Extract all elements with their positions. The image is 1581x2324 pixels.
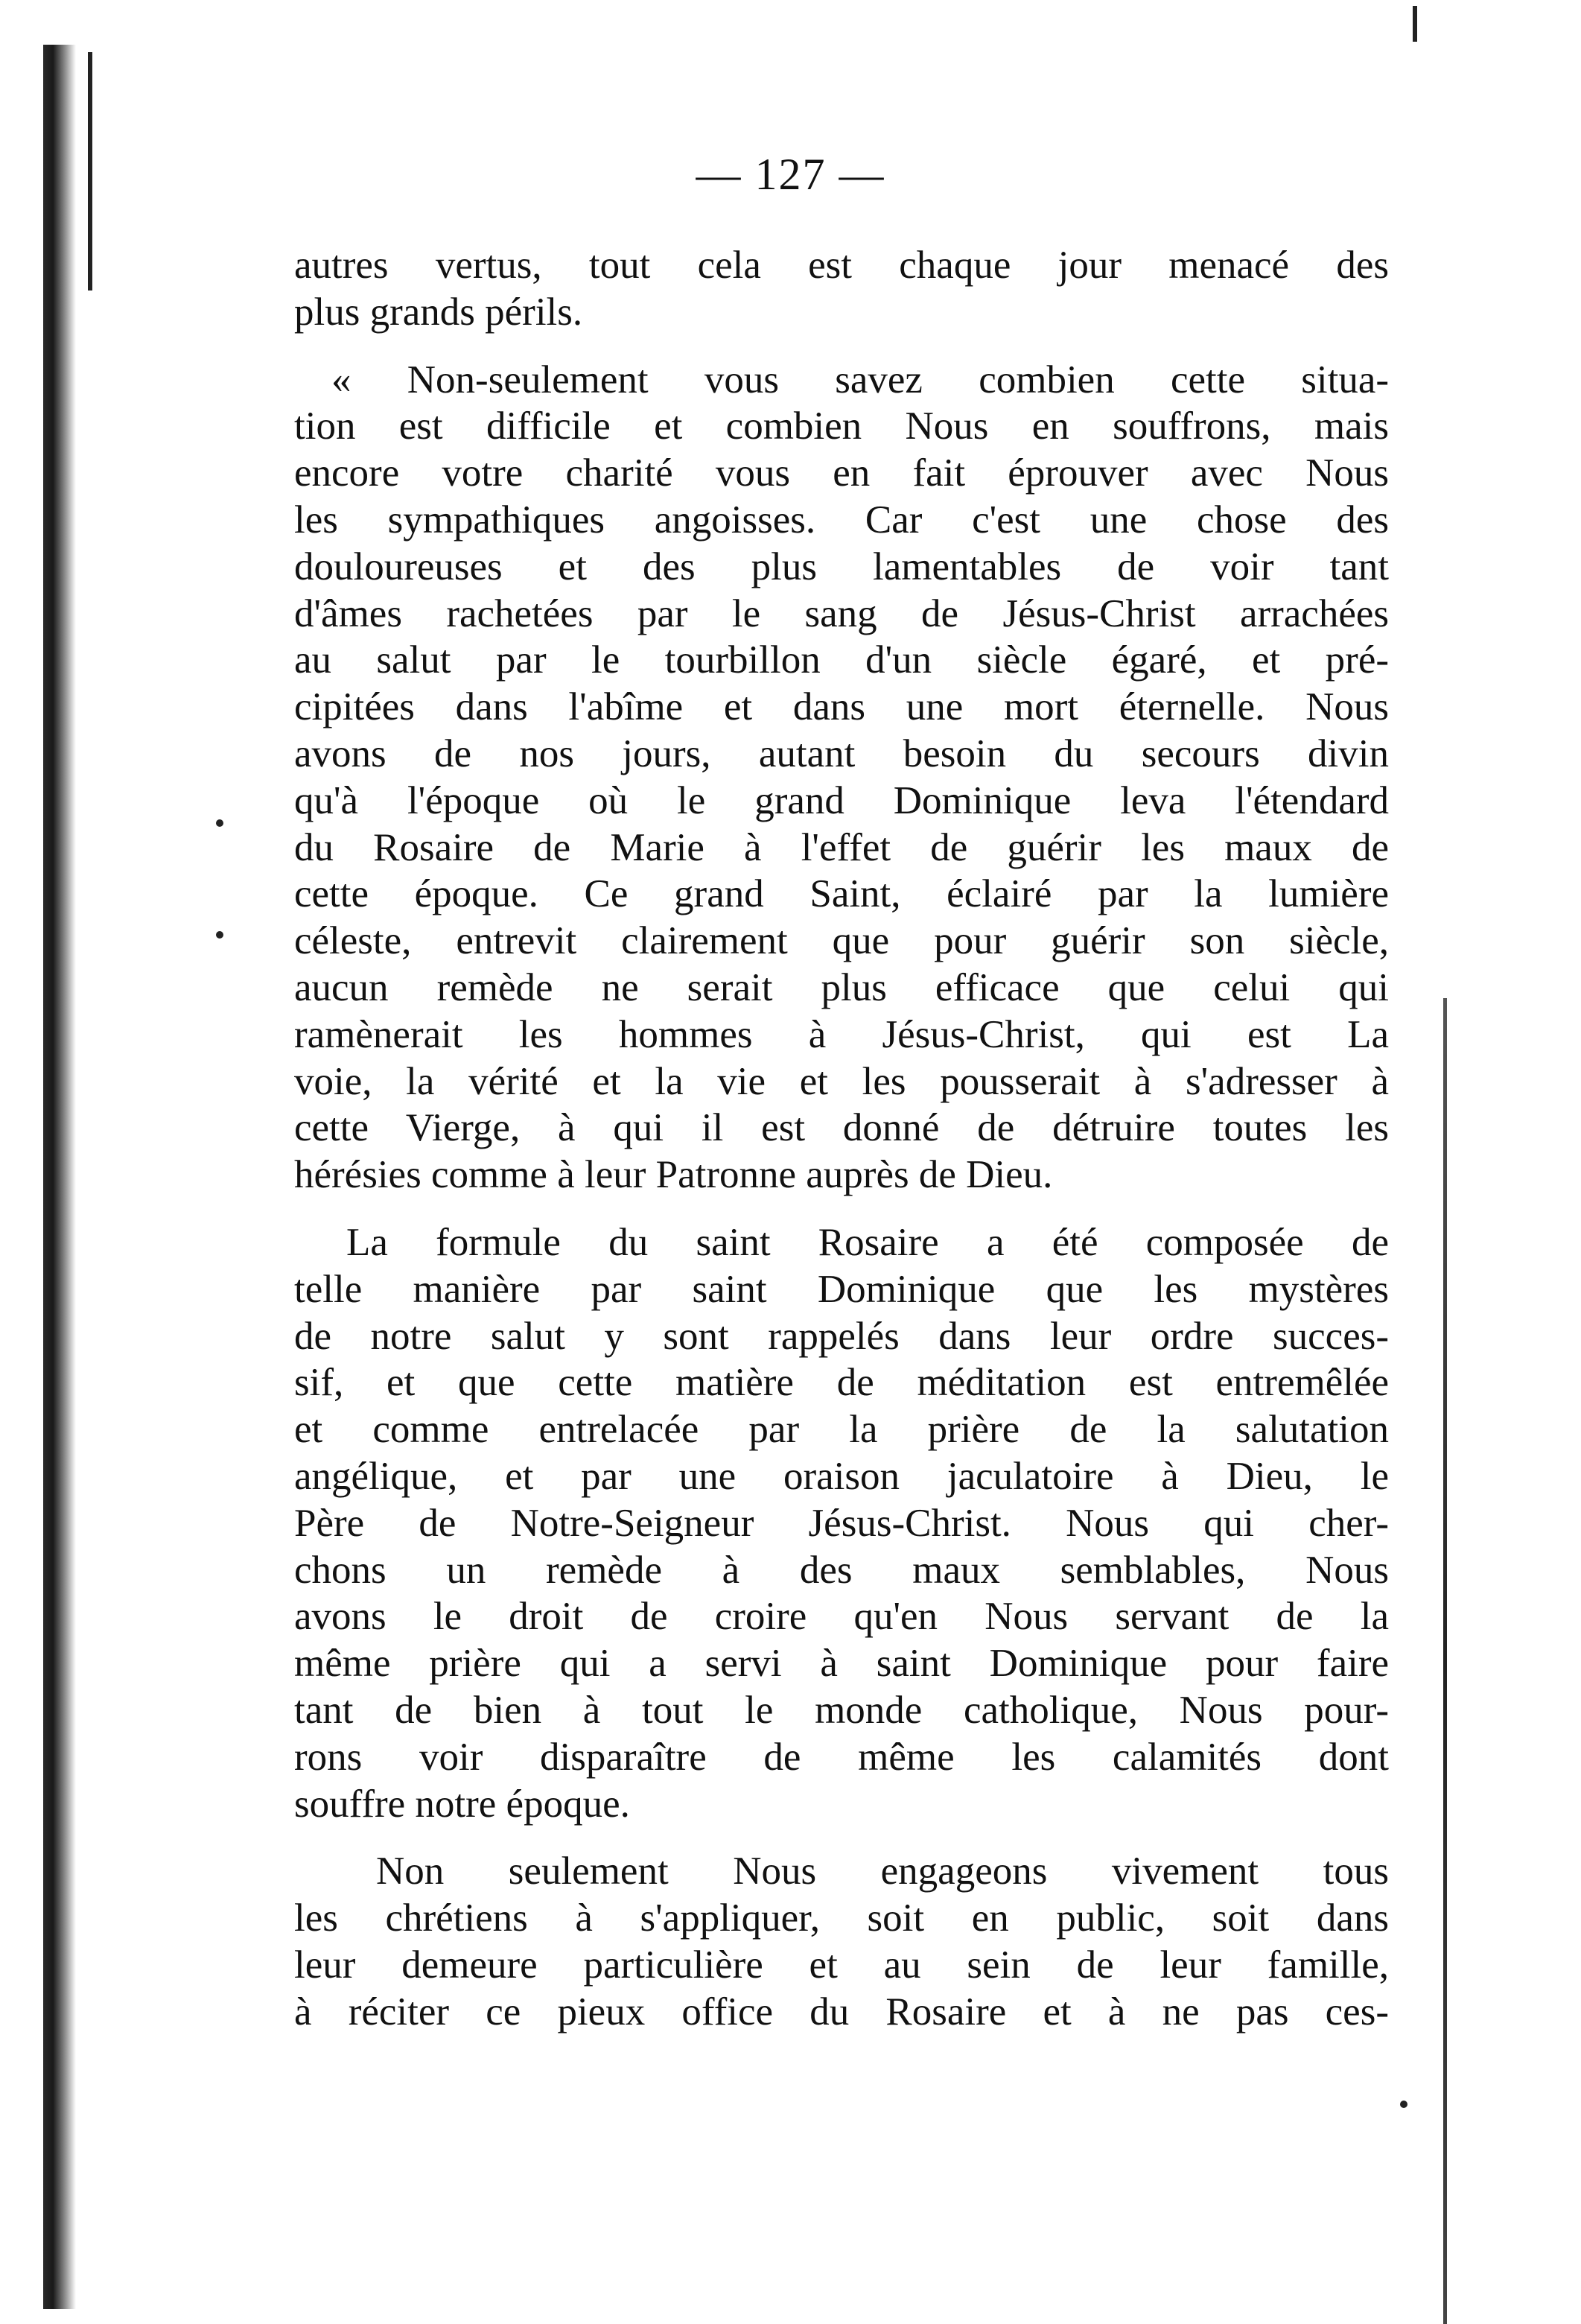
body-text [294, 242, 1389, 2035]
text-line: tion est difficile et combien Nous en souffrons, mais [294, 404, 1389, 448]
text-line: ramènerait les hommes à Jésus-Christ, qui est La [294, 1012, 1389, 1056]
text-line: avons de nos jours, autant besoin du secours divin [294, 731, 1389, 775]
paragraph [294, 1219, 1389, 1827]
text-line: de notre salut y sont rappelés dans leur ordre succes- [294, 1314, 1389, 1358]
text-line: céleste, entrevit clairement que pour guérir son siècle, [294, 919, 1389, 963]
text-line: sif, et que cette matière de méditation est entremêlée [294, 1361, 1389, 1405]
text-line: rons voir disparaître de même les calamités dont [294, 1735, 1389, 1779]
page-edge-rule [1443, 998, 1447, 2324]
text-line: encore votre charité vous en fait éprouver avec Nous [294, 451, 1389, 495]
text-line: hérésies comme à leur Patronne auprès de Dieu. [294, 1153, 1053, 1197]
text-line: cette époque. Ce grand Saint, éclairé par la lumière [294, 872, 1389, 916]
text-line: avons le droit de croire qu'en Nous servant de la [294, 1595, 1389, 1639]
text-line: La formule du saint Rosaire a été composée de [346, 1220, 1389, 1264]
text-line: « Non-seulement vous savez combien cette situa- [331, 358, 1389, 401]
text-line: d'âmes rachetées par le sang de Jésus-Christ arrachées [294, 591, 1389, 635]
text-line: les sympathiques angoisses. Car c'est une chose des [294, 498, 1389, 542]
text-line: cipitées dans l'abîme et dans une mort éternelle. Nous [294, 685, 1389, 729]
text-line: Père de Notre-Seigneur Jésus-Christ. Nous qui cher- [294, 1501, 1389, 1545]
paragraph [294, 1848, 1389, 2035]
text-line: aucun remède ne serait plus efficace que celui qui [294, 965, 1389, 1009]
text-line: douloureuses et des plus lamentables de voir tant [294, 545, 1389, 588]
paragraph [294, 357, 1389, 1198]
text-line: autres vertus, tout cela est chaque jour menacé des [294, 244, 1389, 287]
text-line: à réciter ce pieux office du Rosaire et à ne pas ces- [294, 1990, 1389, 2034]
text-line: plus grands périls. [294, 290, 583, 334]
text-line: leur demeure particulière et au sein de leur famille, [294, 1943, 1389, 1987]
text-line: les chrétiens à s'appliquer, soit en public, soit dans [294, 1896, 1389, 1940]
scan-dot [216, 931, 223, 939]
text-line: telle manière par saint Dominique que les mystères [294, 1267, 1389, 1311]
text-line: tant de bien à tout le monde catholique, Nous pour- [294, 1688, 1389, 1732]
text-line: même prière qui a servi à saint Dominique pour faire [294, 1642, 1389, 1686]
text-line: Non seulement Nous engageons vivement tous [376, 1850, 1389, 1893]
text-line: du Rosaire de Marie à l'effet de guérir les maux de [294, 825, 1389, 869]
book-binding-edge [43, 45, 76, 2309]
scan-dot [216, 819, 223, 827]
text-line: souffre notre époque. [294, 1782, 630, 1826]
text-line: qu'à l'époque où le grand Dominique leva l'étendard [294, 778, 1389, 822]
scan-speck [1413, 6, 1417, 42]
text-line: cette Vierge, à qui il est donné de détruire toutes les [294, 1106, 1389, 1150]
page-number: — 127 — [696, 150, 885, 199]
text-line: angélique, et par une oraison jaculatoire à Dieu, le [294, 1454, 1389, 1498]
text-line: et comme entrelacée par la prière de la salutation [294, 1408, 1389, 1452]
scan-dot [1400, 2101, 1407, 2108]
text-line: chons un remède à des maux semblables, Nous [294, 1548, 1389, 1592]
text-line: voie, la vérité et la vie et les pousserait à s'adresser à [294, 1059, 1389, 1103]
paragraph [294, 242, 1389, 336]
text-line: au salut par le tourbillon d'un siècle égaré, et pré- [294, 638, 1389, 682]
